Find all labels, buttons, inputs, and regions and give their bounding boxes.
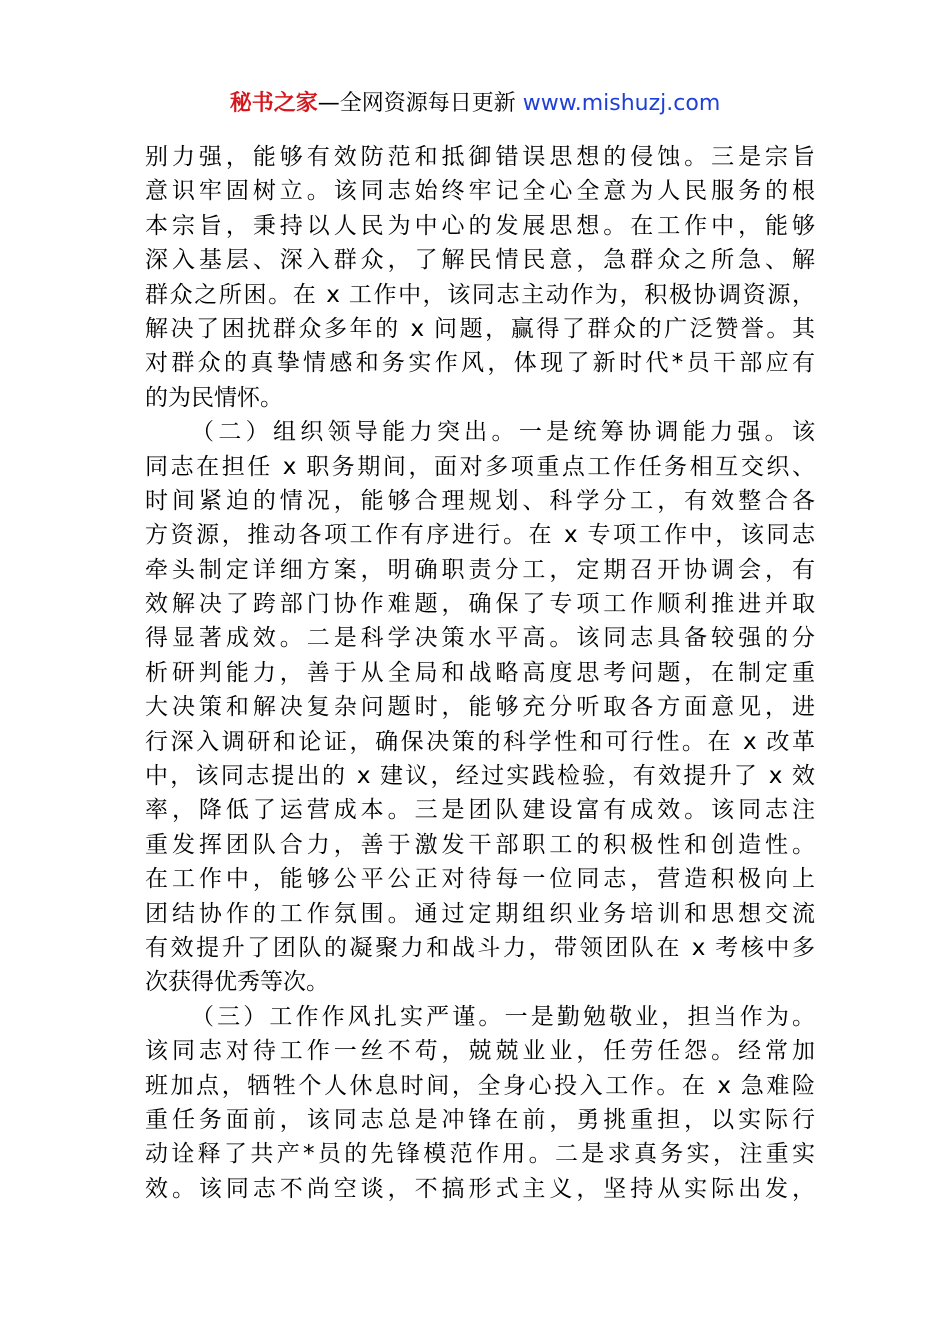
text-line: 深入基层、深入群众，了解民情民意，急群众之所急、解 <box>145 247 815 274</box>
text-line: 重任务面前，该同志总是冲锋在前，勇挑重担，以实际行 <box>145 1106 815 1133</box>
text-line: 效。该同志不尚空谈，不搞形式主义，坚持从实际出发， <box>145 1175 815 1202</box>
text-line: 时间紧迫的情况，能够合理规划、科学分工，有效整合各 <box>145 487 815 514</box>
text-line: 动诠释了共产*员的先锋模范作用。二是求真务实，注重实 <box>145 1141 815 1168</box>
text-line: 对群众的真挚情感和务实作风，体现了新时代*员干部应有 <box>145 350 815 377</box>
text-line: 的为民情怀。 <box>145 384 283 411</box>
text-line: 别力强，能够有效防范和抵御错误思想的侵蚀。三是宗旨 <box>145 144 815 170</box>
text-line: 在工作中，能够公平公正对待每一位同志，营造积极向上 <box>145 866 815 893</box>
text-line: 次获得优秀等次。 <box>145 969 329 996</box>
text-line: 行深入调研和论证，确保决策的科学性和可行性。在 x 改革 <box>145 728 815 755</box>
document-body <box>145 140 815 1206</box>
text-line: 班加点，牺牲个人休息时间，全身心投入工作。在 x 急难险 <box>145 1072 815 1099</box>
text-line: 同志在担任 x 职务期间，面对多项重点工作任务相互交织、 <box>145 453 815 480</box>
text-line: 得显著成效。二是科学决策水平高。该同志具备较强的分 <box>145 625 815 652</box>
text-line: 方资源，推动各项工作有序进行。在 x 专项工作中，该同志 <box>145 522 815 549</box>
text-line: 牵头制定详细方案，明确职责分工，定期召开协调会，有 <box>145 556 815 583</box>
paragraph-start-line: （三）工作作风扎实严谨。一是勤勉敬业，担当作为。 <box>191 1003 815 1030</box>
site-url-link[interactable]: www.mishuzj.com <box>522 91 721 116</box>
text-line: 率，降低了运营成本。三是团队建设富有成效。该同志注 <box>145 797 815 824</box>
paragraph-start-line: （二）组织领导能力突出。一是统筹协调能力强。该 <box>191 419 815 446</box>
site-brand: 秘书之家 <box>229 91 318 116</box>
site-tagline: —全网资源每日更新 <box>317 91 523 116</box>
text-line: 大决策和解决复杂问题时，能够充分听取各方面意见，进 <box>145 694 815 721</box>
text-line: 重发挥团队合力，善于激发干部职工的积极性和创造性。 <box>145 831 815 858</box>
text-line: 团结协作的工作氛围。通过定期组织业务培训和思想交流 <box>145 900 815 927</box>
text-line: 解决了困扰群众多年的 x 问题，赢得了群众的广泛赞誉。其 <box>145 315 815 342</box>
text-line: 效解决了跨部门协作难题，确保了专项工作顺利推进并取 <box>145 591 815 618</box>
site-header <box>0 88 950 120</box>
text-line: 意识牢固树立。该同志始终牢记全心全意为人民服务的根 <box>145 178 815 205</box>
text-line: 中，该同志提出的 x 建议，经过实践检验，有效提升了 x 效 <box>145 763 815 790</box>
text-line: 析研判能力，善于从全局和战略高度思考问题，在制定重 <box>145 659 815 686</box>
text-line: 本宗旨，秉持以人民为中心的发展思想。在工作中，能够 <box>145 212 815 239</box>
text-line: 该同志对待工作一丝不苟，兢兢业业，任劳任怨。经常加 <box>145 1038 815 1065</box>
text-line: 群众之所困。在 x 工作中，该同志主动作为，积极协调资源， <box>145 281 815 308</box>
text-line: 有效提升了团队的凝聚力和战斗力，带领团队在 x 考核中多 <box>145 934 815 961</box>
